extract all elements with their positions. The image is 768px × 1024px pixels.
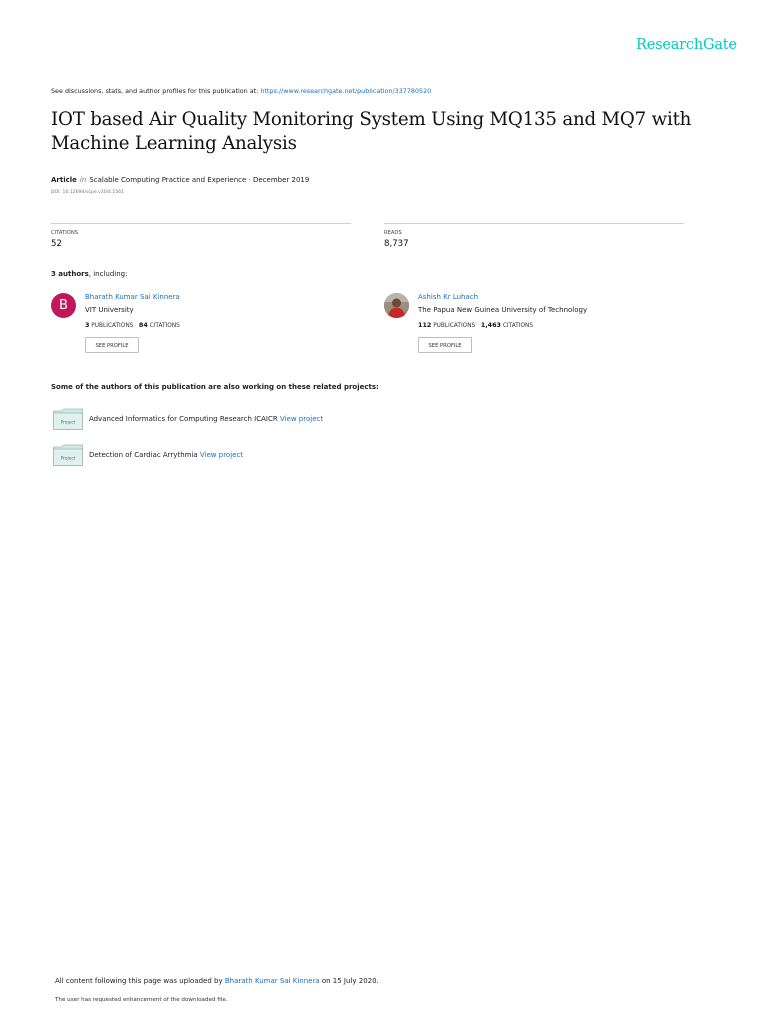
citations-label: CITATIONS: [502, 323, 534, 329]
project-icon-label: Project: [60, 455, 76, 461]
citations-value: 52: [51, 239, 62, 249]
project-item: [89, 415, 323, 423]
enhancement-note: The user has requested enhancement of the downloaded file.: [55, 997, 228, 1003]
in-word: in: [79, 176, 87, 184]
author-photo-icon: [384, 293, 409, 318]
authors-count: 3 authors: [51, 270, 89, 278]
citations-count: 84: [138, 321, 148, 329]
related-projects-heading: Some of the authors of this publication are also working on these related projects:: [51, 383, 379, 391]
author-stats: [418, 321, 533, 329]
publications-count: 3: [85, 321, 90, 329]
project-icon-label: Project: [60, 419, 76, 425]
reads-label: READS: [384, 230, 402, 236]
project-item: [89, 451, 243, 459]
author-name-link[interactable]: Bharath Kumar Sai Kinnera: [85, 293, 180, 301]
upload-suffix: on 15 July 2020.: [319, 977, 379, 985]
avatar[interactable]: [384, 293, 409, 318]
see-profile-button[interactable]: SEE PROFILE: [85, 337, 139, 353]
view-project-link[interactable]: View project: [199, 451, 244, 459]
upload-note: [55, 977, 379, 985]
reads-divider: [384, 223, 684, 224]
project-folder-icon: [53, 444, 83, 470]
discussion-prefix: See discussions, stats, and author profiles for this publication at:: [51, 87, 261, 95]
project-title: Detection of Cardiac Arrythmia: [89, 451, 198, 459]
paper-meta: [51, 176, 309, 184]
authors-heading: [51, 270, 127, 278]
author-name-link[interactable]: Ashish Kr Luhach: [418, 293, 479, 301]
author-stats: [85, 321, 180, 329]
see-profile-button[interactable]: SEE PROFILE: [418, 337, 472, 353]
publications-label: PUBLICATIONS: [433, 323, 476, 329]
view-project-link[interactable]: View project: [279, 415, 324, 423]
citations-count: 1,463: [480, 321, 501, 329]
paper-title: IOT based Air Quality Monitoring System Using MQ135 and MQ7 with Machine Learning Analysis: [51, 109, 692, 154]
author-institution: VIT University: [85, 306, 134, 314]
citations-divider: [51, 223, 351, 224]
reads-value: 8,737: [384, 239, 409, 249]
upload-prefix: All content following this page was uploaded by: [55, 977, 225, 985]
citations-label: CITATIONS: [149, 323, 180, 329]
publications-label: PUBLICATIONS: [91, 323, 134, 329]
authors-including: , including:: [88, 270, 128, 278]
project-folder-icon: [53, 408, 83, 434]
doi: DOI: 10.12694/scpe.v20i4.1561: [51, 190, 125, 195]
citations-label: CITATIONS: [51, 230, 79, 236]
author-institution: The Papua New Guinea University of Technology: [418, 306, 588, 314]
researchgate-logo[interactable]: ResearchGate: [636, 37, 737, 53]
project-title: Advanced Informatics for Computing Research ICAICR: [89, 415, 278, 423]
discussion-line: [51, 87, 431, 95]
uploader-link[interactable]: Bharath Kumar Sai Kinnera: [224, 977, 320, 985]
avatar[interactable]: B: [51, 293, 76, 318]
article-type: Article: [51, 176, 77, 184]
publications-count: 112: [418, 321, 432, 329]
journal-info: Scalable Computing Practice and Experience · December 2019: [89, 176, 310, 184]
publication-url-link[interactable]: https://www.researchgate.net/publication/337780520: [260, 87, 432, 95]
